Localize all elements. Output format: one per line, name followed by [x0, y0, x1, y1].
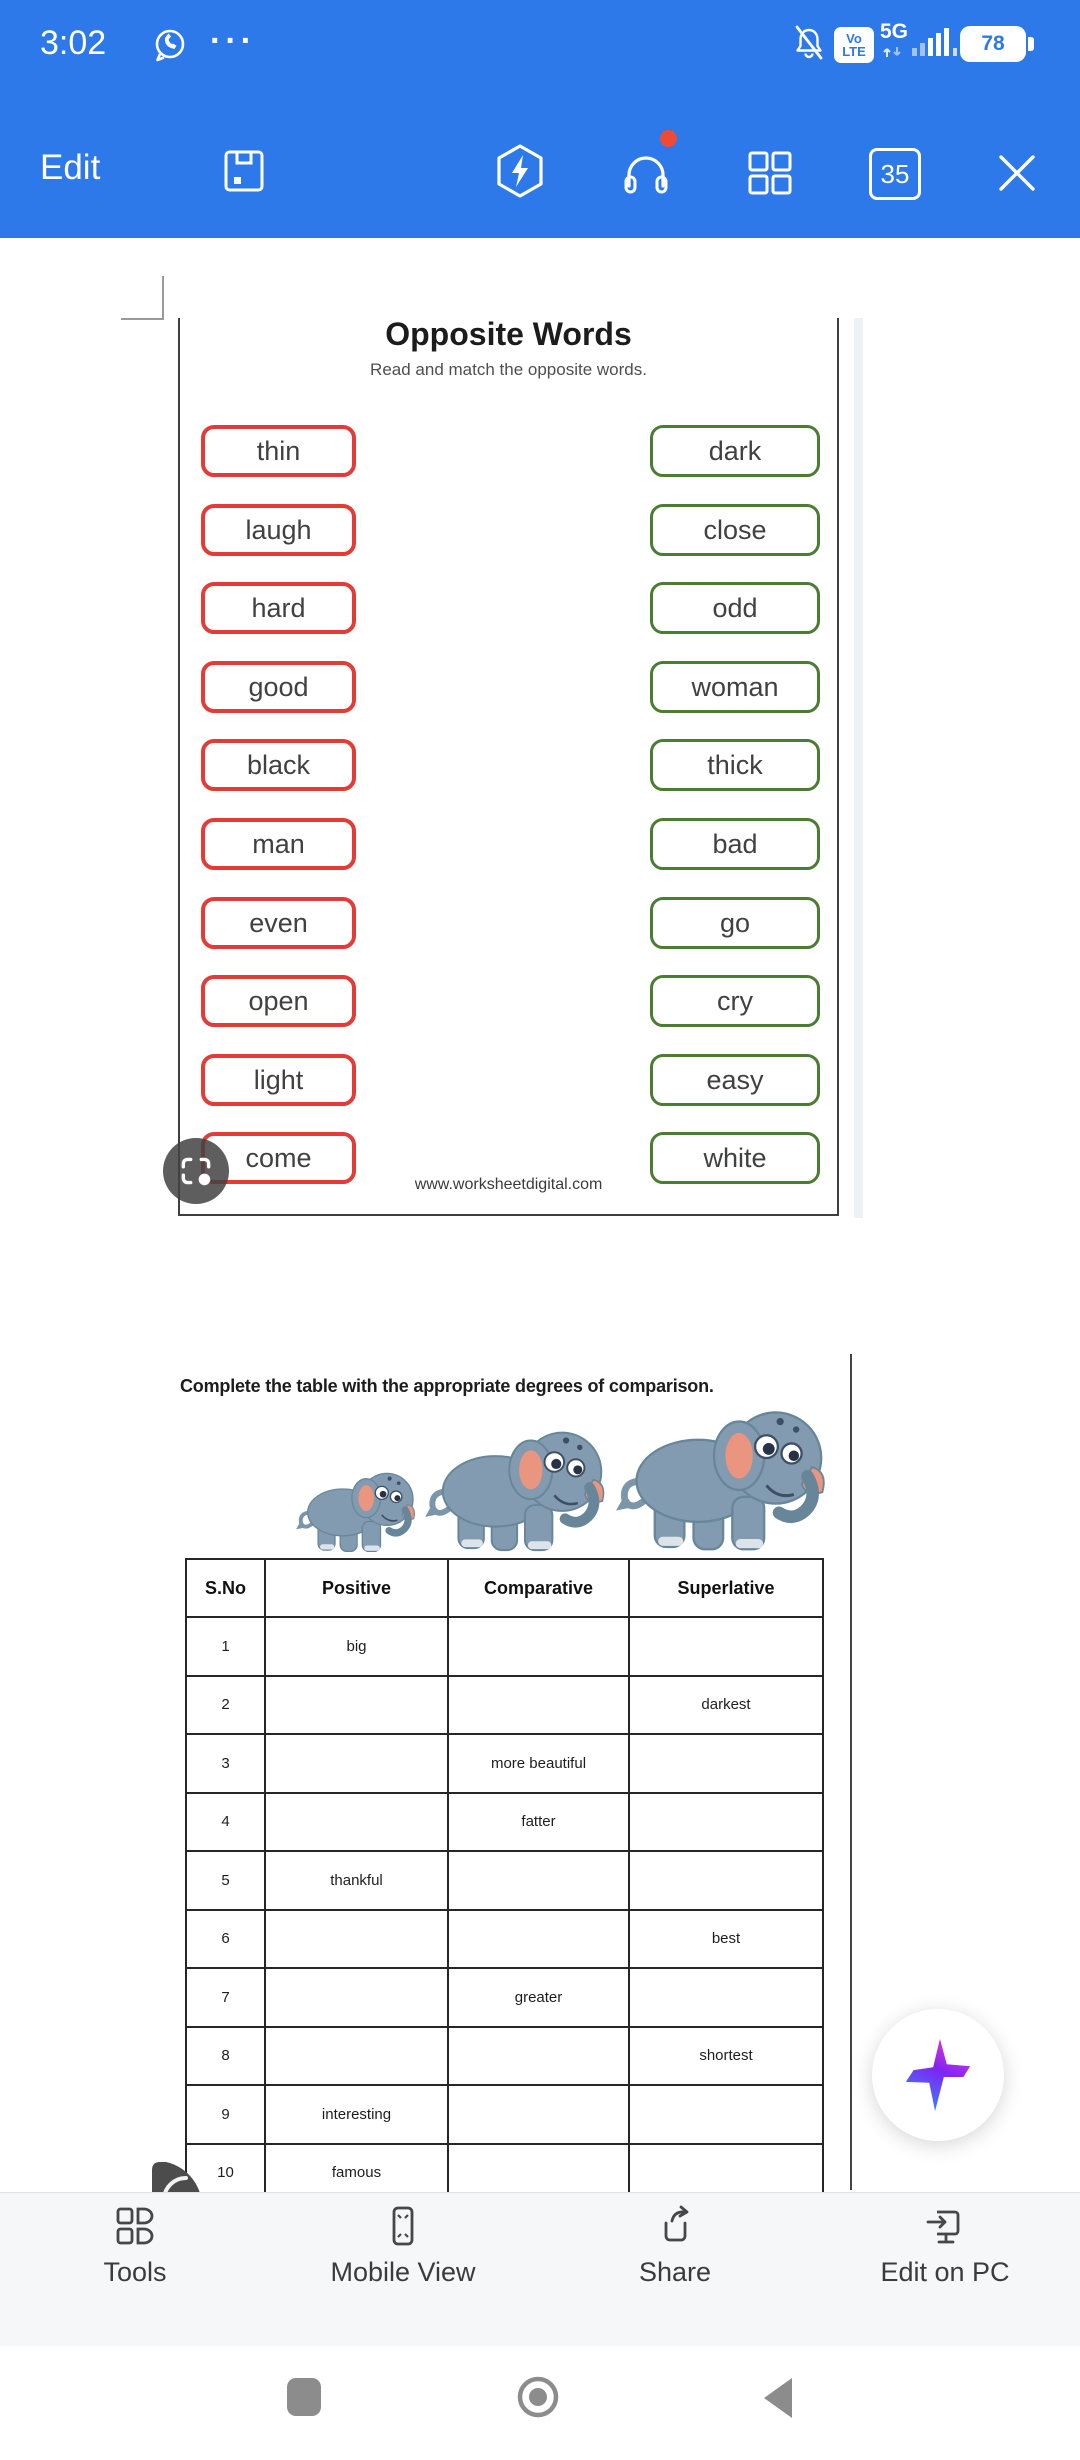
- cell-sno: 8: [186, 2027, 265, 2086]
- elephant-large: [616, 1394, 844, 1554]
- cell-positive: [265, 1676, 448, 1735]
- cell-comparative: [448, 1676, 629, 1735]
- worksheet1-border-right: [837, 318, 839, 1216]
- cell-sno: 7: [186, 1968, 265, 2027]
- status-time: 3:02: [40, 24, 107, 62]
- cell-comparative: [448, 1910, 629, 1969]
- cell-comparative: [448, 1851, 629, 1910]
- home-circle-icon[interactable]: [515, 2374, 561, 2420]
- google-lens-icon: [177, 1152, 215, 1190]
- right-word-box: thick: [650, 739, 820, 791]
- cell-sno: 3: [186, 1734, 265, 1793]
- right-word-box: cry: [650, 975, 820, 1027]
- table-header-cell: S.No: [186, 1559, 265, 1617]
- cell-sno: 2: [186, 1676, 265, 1735]
- mobile-view-icon: [382, 2205, 424, 2247]
- cell-positive: [265, 1793, 448, 1852]
- table-header-cell: Superlative: [629, 1559, 823, 1617]
- elephant-small: [296, 1463, 426, 1554]
- cell-positive: famous: [265, 2144, 448, 2203]
- elephant-medium: [425, 1417, 621, 1554]
- cell-positive: big: [265, 1617, 448, 1676]
- cell-superlative: darkest: [629, 1676, 823, 1735]
- cell-superlative: [629, 1734, 823, 1793]
- cell-comparative: [448, 1617, 629, 1676]
- cell-comparative: more beautiful: [448, 1734, 629, 1793]
- edit-on-pc-label: Edit on PC: [880, 2257, 1010, 2287]
- table-row: [186, 2085, 823, 2144]
- right-word-box: easy: [650, 1054, 820, 1106]
- battery-icon: [960, 26, 1026, 62]
- battery-percent: 78: [981, 32, 1005, 55]
- cell-comparative: greater: [448, 1968, 629, 2027]
- data-activity-icon: [882, 46, 904, 58]
- tools-label: Tools: [103, 2257, 167, 2287]
- worksheet1-border-left: [178, 318, 180, 1216]
- network-type-label: 5G: [880, 20, 909, 43]
- table-row: [186, 1851, 823, 1910]
- table-row: [186, 1734, 823, 1793]
- cell-superlative: shortest: [629, 2027, 823, 2086]
- back-triangle-icon[interactable]: [760, 2376, 796, 2420]
- cell-comparative: [448, 2027, 629, 2086]
- cell-positive: [265, 2027, 448, 2086]
- tools-grid-icon: [114, 2205, 156, 2247]
- cell-positive: [265, 1968, 448, 2027]
- google-lens-button[interactable]: [163, 1138, 229, 1204]
- share-icon: [654, 2205, 696, 2247]
- right-word-box: close: [650, 504, 820, 556]
- edit-on-pc-icon: [924, 2205, 966, 2247]
- table-row: [186, 1617, 823, 1676]
- table-row: [186, 1676, 823, 1735]
- cell-superlative: [629, 1968, 823, 2027]
- cell-comparative: fatter: [448, 1793, 629, 1852]
- edit-on-pc-button[interactable]: [855, 2205, 1035, 2288]
- worksheet2-border-right: [850, 1354, 852, 2190]
- left-word-box: laugh: [201, 504, 356, 556]
- left-word-box: man: [201, 818, 356, 870]
- cell-sno: 4: [186, 1793, 265, 1852]
- left-word-box: come: [201, 1132, 356, 1184]
- margin-corner-mark: [162, 276, 164, 319]
- margin-corner-mark: [121, 318, 164, 320]
- page-edge-strip: [854, 318, 863, 1218]
- recents-square-icon[interactable]: [287, 2378, 321, 2416]
- left-word-box: thin: [201, 425, 356, 477]
- cell-sno: 10: [186, 2144, 265, 2203]
- page-count-label: 35: [880, 158, 910, 189]
- app-header: [0, 0, 1080, 238]
- bottom-toolbar: [0, 2192, 1080, 2346]
- left-word-box: good: [201, 661, 356, 713]
- comparison-table: [185, 1558, 824, 2203]
- worksheet1-subtitle: Read and match the opposite words.: [370, 360, 647, 379]
- share-label: Share: [638, 2257, 712, 2287]
- right-word-box: woman: [650, 661, 820, 713]
- worksheet1-title: Opposite Words: [385, 316, 632, 352]
- grid-icon[interactable]: [746, 149, 794, 197]
- right-word-box: dark: [650, 425, 820, 477]
- table-row: [186, 1968, 823, 2027]
- edit-button[interactable]: Edit: [40, 148, 101, 187]
- cell-superlative: [629, 1793, 823, 1852]
- cell-positive: thankful: [265, 1851, 448, 1910]
- cell-sno: 1: [186, 1617, 265, 1676]
- more-dots-icon: ···: [210, 22, 256, 60]
- cell-comparative: [448, 2085, 629, 2144]
- cell-positive: [265, 1910, 448, 1969]
- right-word-box: white: [650, 1132, 820, 1184]
- cell-positive: [265, 1734, 448, 1793]
- save-icon[interactable]: [219, 146, 269, 196]
- battery-nub: [1028, 37, 1034, 51]
- left-word-box: even: [201, 897, 356, 949]
- headphones-icon[interactable]: [620, 146, 672, 198]
- mute-bell-icon: [792, 25, 826, 63]
- lightning-hexagon-icon[interactable]: [494, 142, 546, 200]
- mobile-view-label: Mobile View: [330, 2257, 476, 2287]
- table-row: [186, 1910, 823, 1969]
- worksheet1-border-bottom: [178, 1214, 839, 1216]
- worksheet2-instruction: Complete the table with the appropriate degrees of comparison.: [180, 1376, 714, 1396]
- left-word-box: light: [201, 1054, 356, 1106]
- cell-sno: 5: [186, 1851, 265, 1910]
- ai-sparkle-icon: [899, 2036, 977, 2114]
- table-row: [186, 1793, 823, 1852]
- page-count-box[interactable]: [869, 148, 921, 200]
- cell-superlative: best: [629, 1910, 823, 1969]
- close-icon[interactable]: [994, 150, 1040, 196]
- cell-superlative: [629, 1851, 823, 1910]
- table-header-cell: Positive: [265, 1559, 448, 1617]
- ai-assistant-button[interactable]: [872, 2009, 1004, 2141]
- left-word-box: open: [201, 975, 356, 1027]
- share-button[interactable]: [615, 2205, 735, 2288]
- right-word-box: odd: [650, 582, 820, 634]
- table-header-row: [186, 1559, 823, 1617]
- whatsapp-icon: [152, 27, 188, 63]
- cell-positive: interesting: [265, 2085, 448, 2144]
- table-header-cell: Comparative: [448, 1559, 629, 1617]
- cell-sno: 9: [186, 2085, 265, 2144]
- tools-button[interactable]: [75, 2205, 195, 2288]
- worksheet1-footer-url: www.worksheetdigital.com: [414, 1176, 603, 1193]
- left-word-box: black: [201, 739, 356, 791]
- cell-superlative: [629, 2085, 823, 2144]
- right-word-box: go: [650, 897, 820, 949]
- mobile-view-button[interactable]: [313, 2205, 493, 2288]
- signal-bars-icon: [912, 26, 958, 58]
- left-word-box: hard: [201, 582, 356, 634]
- table-row: [186, 2027, 823, 2086]
- cell-sno: 6: [186, 1910, 265, 1969]
- cell-superlative: [629, 1617, 823, 1676]
- right-word-box: bad: [650, 818, 820, 870]
- volte-badge: Vo LTE: [834, 27, 874, 63]
- notification-dot: [660, 130, 677, 147]
